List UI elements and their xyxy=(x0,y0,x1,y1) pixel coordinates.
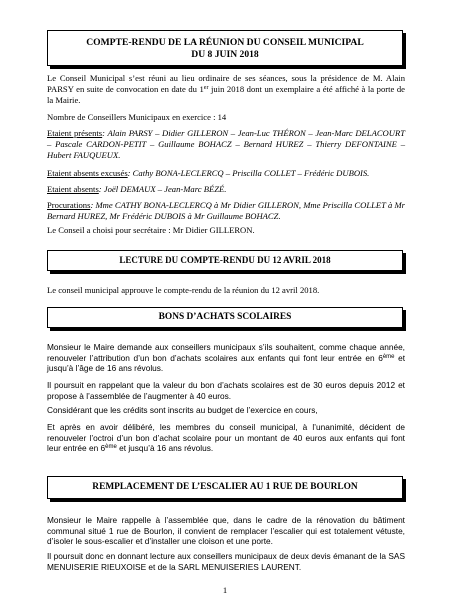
procurations-paragraph xyxy=(47,200,405,222)
section-2-title: BONS D’ACHATS SCOLAIRES xyxy=(158,312,292,322)
section-3-paragraph-1: Monsieur le Maire rappelle à l’assemblée que, dans le cadre de la rénovation du bâtiment communal situé 1 rue de Bourlon, il convient de remplacer l’escalier qui est totalement vétuste, d’isoler le sous-escalier et d’installer une cloison et une porte. xyxy=(47,515,405,547)
section-3-paragraph-2: Il poursuit donc en donnant lecture aux conseillers municipaux de deux devis émanant de la SAS MENUISERIE RIEUXOISE et de la SARL MENUISERIES LAURENT. xyxy=(47,551,405,572)
procurations-label: Procurations xyxy=(47,200,91,210)
presents-label: Etaient présents xyxy=(47,128,103,138)
section-1-text: Le conseil municipal approuve le compte-rendu de la réunion du 12 avril 2018. xyxy=(47,285,320,295)
section-2-p1-text: Monsieur le Maire demande aux conseillers municipaux s’ils souhaitent, comme chaque année, renouveler l’attribution d’un bon d’achats scolaires aux enfants qui font leur entrée en 6 xyxy=(47,342,405,363)
absents-paragraph xyxy=(47,184,405,195)
title-line-2: DU 8 JUIN 2018 xyxy=(191,48,259,60)
section-1-title: LECTURE DU COMPTE-RENDU DU 12 AVRIL 2018 xyxy=(119,255,331,265)
section-2-p4-text-end: et jusqu’à 16 ans révolus. xyxy=(116,443,214,454)
section-2-header xyxy=(47,307,403,328)
presents-text: : Alain PARSY – Didier GILLERON – Jean-Luc THÉRON – Jean-Marc DELACOURT – Pascale CARDON-PETIT – Guillaume BOHACZ – Bernard HUREZ – Thierry DEFONTAINE – Hubert FAUQUEUX. xyxy=(47,128,405,160)
secretary-line: Le Conseil a choisi pour secrétaire : Mr Didier GILLERON. xyxy=(47,225,255,235)
excuses-text: : Cathy BONA-LECLERCQ – Priscilla COLLET – Frédéric DUBOIS. xyxy=(127,168,370,178)
section-2-paragraph-3: Considérant que les crédits sont inscrits au budget de l’exercice en cours, xyxy=(47,405,318,415)
section-1-header xyxy=(47,250,403,271)
procurations-text: : Mme CATHY BONA-LECLERCQ à Mr Didier GILLERON, Mme Priscilla COLLET à Mr Bernard HUREZ, Mr Frédéric DUBOIS à Mr Guillaume BOHACZ. xyxy=(47,200,405,221)
section-3-title: REMPLACEMENT DE L’ESCALIER AU 1 RUE DE BOURLON xyxy=(92,482,358,492)
section-2-paragraph-1 xyxy=(47,342,405,374)
section-2-paragraph-4 xyxy=(47,422,405,454)
absents-text: : Joël DEMAUX – Jean-Marc BÉZÉ. xyxy=(98,184,227,194)
title-line-1: COMPTE-RENDU DE LA RÉUNION DU CONSEIL MUNICIPAL xyxy=(86,37,364,48)
section-2-paragraph-2: Il poursuit en rappelant que la valeur du bon d’achats scolaires est de 30 euros depuis 2012 et propose à l’assemblée de l’augmenter à 40 euros. xyxy=(47,380,405,401)
section-2-p4-sup: ème xyxy=(105,444,117,451)
excuses-label: Etaient absents excusés xyxy=(47,168,128,178)
intro-text-2: juin 2018 dont un exemplaire a été affiché à la porte de la Mairie. xyxy=(47,84,405,105)
section-2-p4-text: Et après en avoir délibéré, les membres du conseil municipal, à l’unanimité, décident de renouveler l’octroi d’un bon d’achat scolaire pour un montant de 40 euros aux enfants qui font leur entrée en 6 xyxy=(47,422,405,454)
member-count: Nombre de Conseillers Municipaux en exercice : 14 xyxy=(47,112,227,122)
excuses-paragraph xyxy=(47,168,405,179)
section-3-header xyxy=(47,476,403,499)
intro-text-1: Le Conseil Municipal s’est réuni au lieu ordinaire de ses séances, sous la présidence de M. Alain PARSY en suite de convocation en date du 1 xyxy=(47,73,405,94)
intro-sup: er xyxy=(203,85,209,91)
page-number: 1 xyxy=(222,585,228,595)
absents-label: Etaient absents xyxy=(47,184,99,194)
section-2-p1-text-end: et jusqu’à l’âge de 16 ans révolus. xyxy=(47,352,406,374)
presents-paragraph xyxy=(47,128,405,161)
intro-paragraph xyxy=(47,73,405,106)
section-2-p1-sup: ème xyxy=(382,353,395,360)
title-box xyxy=(47,30,403,66)
